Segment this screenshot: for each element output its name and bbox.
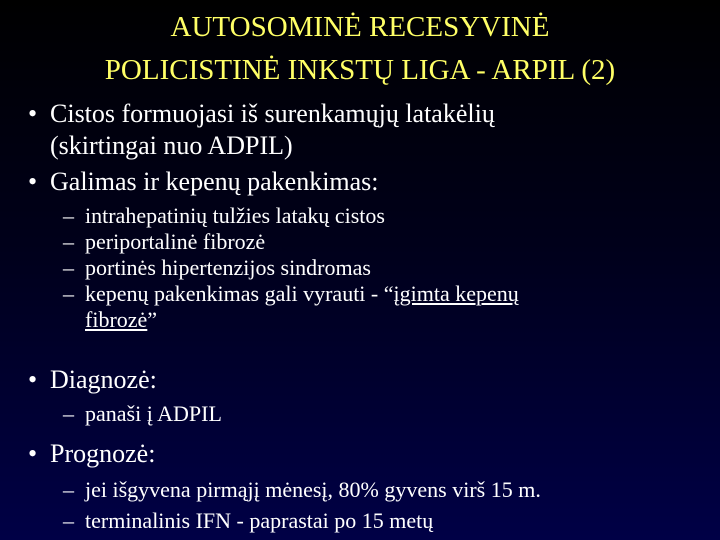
bullet-text: Diagnozė: xyxy=(50,365,157,394)
subitem-text-prefix: kepenų pakenkimas gali vyrauti - “ xyxy=(85,281,394,306)
bullet-cysts xyxy=(28,98,708,162)
subitem-similar-to-adpil xyxy=(63,401,703,427)
bullet-dot: • xyxy=(28,365,38,394)
subitem-dash: – xyxy=(63,477,74,502)
subitem-dash: – xyxy=(63,508,74,533)
bullet-text-continued: (skirtingai nuo ADPIL) xyxy=(50,131,293,160)
slide-title xyxy=(0,6,720,92)
subitem-text-suffix: ” xyxy=(147,307,158,332)
bullet-dot: • xyxy=(28,167,38,196)
subitem-text: terminalinis IFN - paprastai po 15 metų xyxy=(85,508,434,533)
subitem-text: portinės hipertenzijos sindromas xyxy=(85,255,371,280)
subitem-text xyxy=(85,281,703,307)
subitem-text-continued xyxy=(85,307,703,333)
subitem-text: periportalinė fibrozė xyxy=(85,229,266,254)
subitem-portal-hypertension xyxy=(63,255,703,281)
bullet-diagnosis xyxy=(28,364,708,396)
subitem-terminal-renal-failure xyxy=(63,508,703,534)
bullet-dot: • xyxy=(28,99,38,128)
subitem-dash: – xyxy=(63,401,74,426)
bullet-text: Galimas ir kepenų pakenkimas: xyxy=(50,167,379,196)
subitem-dash: – xyxy=(63,203,74,228)
subitem-text: intrahepatinių tulžies latakų cistos xyxy=(85,203,385,228)
subitem-text: panaši į ADPIL xyxy=(85,401,222,426)
bullet-text: Prognozė: xyxy=(50,439,156,468)
slide-title-line-2: POLICISTINĖ INKSTŲ LIGA - ARPIL (2) xyxy=(104,54,616,86)
subitem-dash: – xyxy=(63,229,74,254)
subitem-bile-duct-cysts xyxy=(63,203,703,229)
slide-title-line-1: AUTOSOMINĖ RECESYVINĖ xyxy=(170,11,550,43)
subitem-periportal-fibrosis xyxy=(63,229,703,255)
subitem-dash: – xyxy=(63,255,74,280)
bullet-liver-damage xyxy=(28,166,708,198)
bullet-prognosis xyxy=(28,438,708,470)
subitem-congenital-fibrosis xyxy=(63,281,703,333)
subitem-underlined-term-end: fibrozė xyxy=(85,307,148,332)
bullet-dot: • xyxy=(28,439,38,468)
subitem-dash: – xyxy=(63,281,74,306)
subitem-survival xyxy=(63,477,703,503)
bullet-text: Cistos formuojasi iš surenkamųjų latakėlių xyxy=(50,99,495,128)
subitem-text: jei išgyvena pirmąjį mėnesį, 80% gyvens virš 15 m. xyxy=(85,477,541,502)
subitem-underlined-term: įgimta kepenų xyxy=(393,281,519,306)
